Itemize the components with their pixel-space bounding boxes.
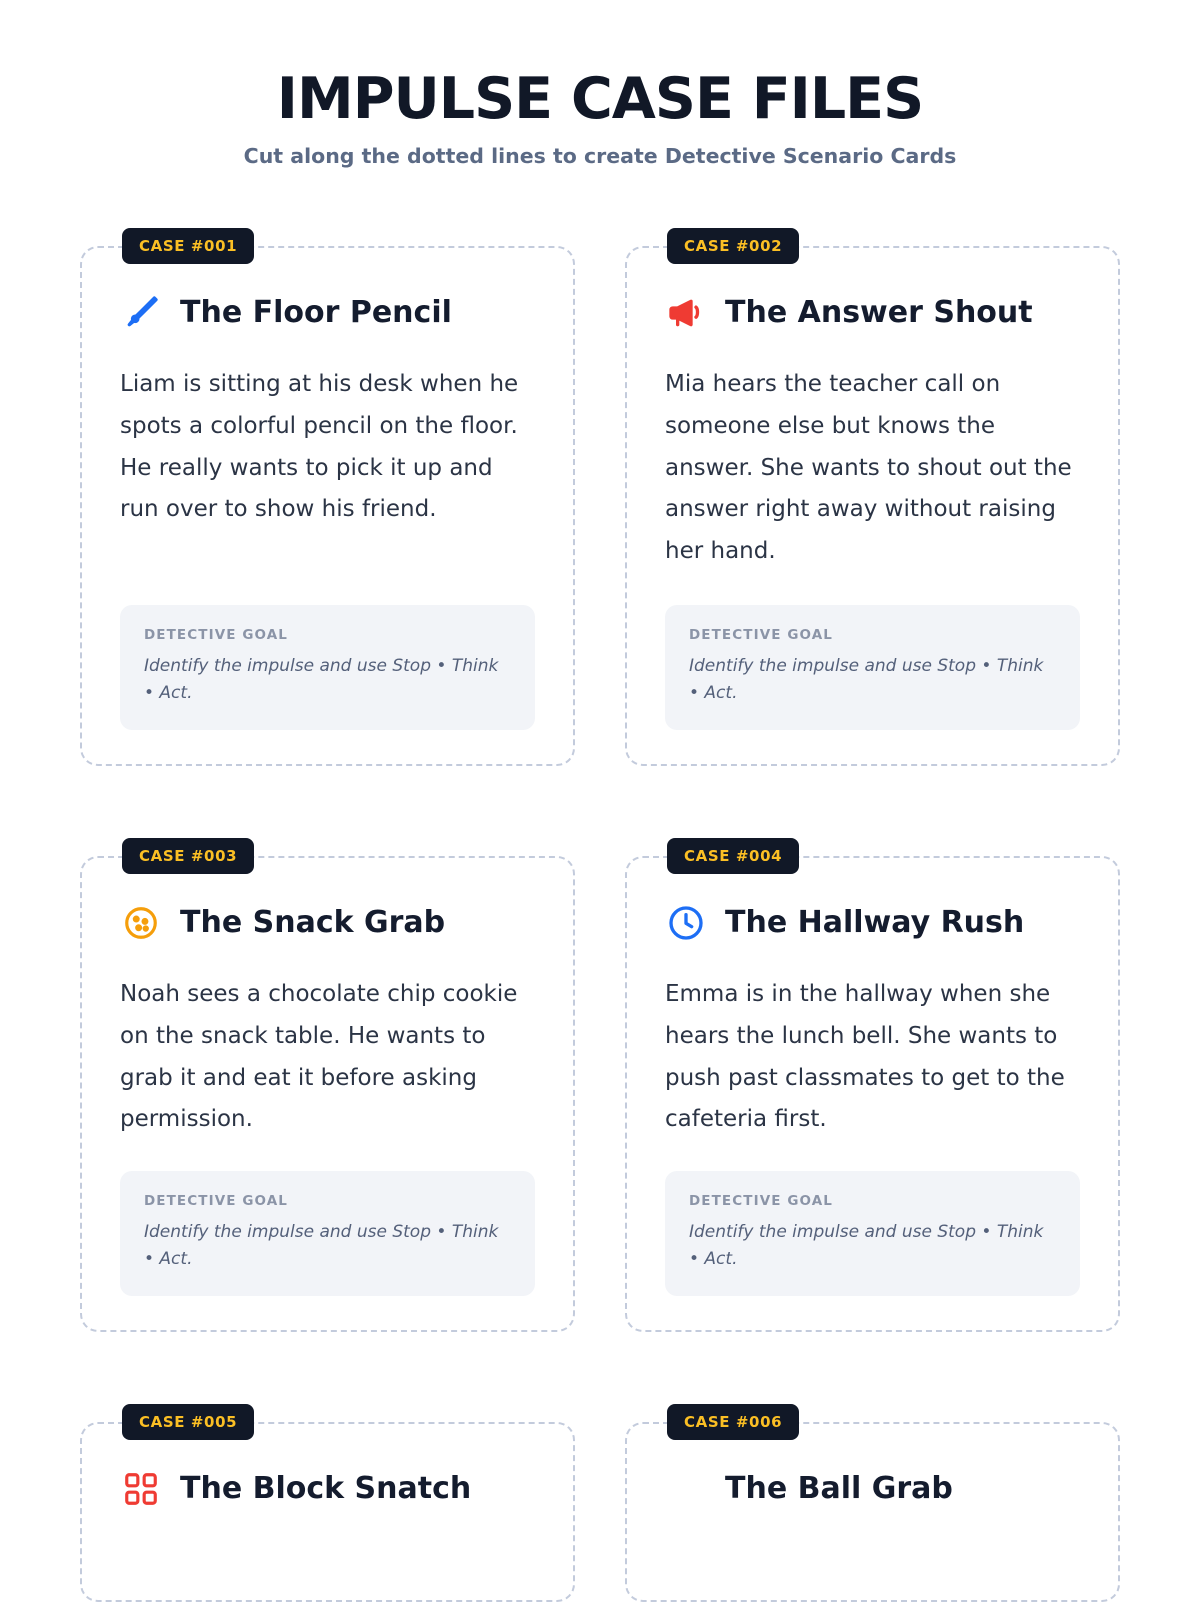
pen-nib-icon	[120, 292, 162, 334]
case-number-badge: CASE #002	[667, 228, 799, 264]
card-title: The Floor Pencil	[180, 294, 452, 330]
detective-goal-box	[665, 1171, 1080, 1296]
card-title: The Answer Shout	[725, 294, 1033, 330]
card-header	[120, 292, 535, 334]
card-header	[665, 1468, 1080, 1510]
placeholder-icon	[665, 1468, 707, 1510]
detective-goal-text: Identify the impulse and use Stop • Think • Act.	[144, 1222, 499, 1269]
card-body-container	[625, 246, 1120, 766]
case-card-003	[80, 838, 575, 1332]
card-scenario-text: Liam is sitting at his desk when he spots a colorful pencil on the floor. He really wants to pick it up and run over to show his friend.	[120, 370, 519, 523]
card-title: The Snack Grab	[180, 904, 446, 940]
card-header	[120, 1468, 535, 1510]
case-number-badge: CASE #001	[122, 228, 254, 264]
detective-goal-text: Identify the impulse and use Stop • Think • Act.	[689, 1222, 1044, 1269]
case-number-badge: CASE #004	[667, 838, 799, 874]
page-header	[80, 66, 1120, 168]
card-title: The Ball Grab	[725, 1470, 953, 1506]
card-body-container	[625, 856, 1120, 1332]
case-number-badge: CASE #006	[667, 1404, 799, 1440]
card-body-container	[625, 1422, 1120, 1602]
card-body-container	[80, 856, 575, 1332]
clock-icon	[665, 902, 707, 944]
case-card-006	[625, 1404, 1120, 1602]
card-title: The Hallway Rush	[725, 904, 1025, 940]
card-header	[665, 292, 1080, 334]
card-header	[120, 902, 535, 944]
megaphone-icon	[665, 292, 707, 334]
case-card-005	[80, 1404, 575, 1602]
detective-goal-box	[120, 605, 535, 730]
card-title: The Block Snatch	[180, 1470, 472, 1506]
case-number-badge: CASE #005	[122, 1404, 254, 1440]
case-number-badge: CASE #003	[122, 838, 254, 874]
detective-goal-box	[665, 605, 1080, 730]
detective-goal-label: DETECTIVE GOAL	[144, 627, 289, 644]
blocks-icon	[120, 1468, 162, 1510]
detective-goal-label: DETECTIVE GOAL	[689, 1193, 834, 1210]
detective-goal-label: DETECTIVE GOAL	[144, 1193, 289, 1210]
card-header	[665, 902, 1080, 944]
page-title: IMPULSE CASE FILES	[276, 66, 924, 132]
card-scenario-text: Mia hears the teacher call on someone else but knows the answer. She wants to shout out the answer right away without raising her hand.	[665, 370, 1072, 565]
detective-goal-text: Identify the impulse and use Stop • Think • Act.	[689, 656, 1044, 703]
card-body-container	[80, 246, 575, 766]
detective-goal-label: DETECTIVE GOAL	[689, 627, 834, 644]
case-card-grid	[80, 228, 1120, 1602]
card-scenario-text: Emma is in the hallway when she hears the lunch bell. She wants to push past classmates to get to the cafeteria first.	[665, 980, 1065, 1133]
card-scenario-text: Noah sees a chocolate chip cookie on the snack table. He wants to grab it and eat it before asking permission.	[120, 980, 518, 1133]
card-body-container	[80, 1422, 575, 1602]
case-card-002	[625, 228, 1120, 766]
case-card-004	[625, 838, 1120, 1332]
page-subtitle: Cut along the dotted lines to create Detective Scenario Cards	[243, 143, 957, 168]
detective-goal-text: Identify the impulse and use Stop • Think • Act.	[144, 656, 499, 703]
cookie-icon	[120, 902, 162, 944]
case-card-001	[80, 228, 575, 766]
detective-goal-box	[120, 1171, 535, 1296]
